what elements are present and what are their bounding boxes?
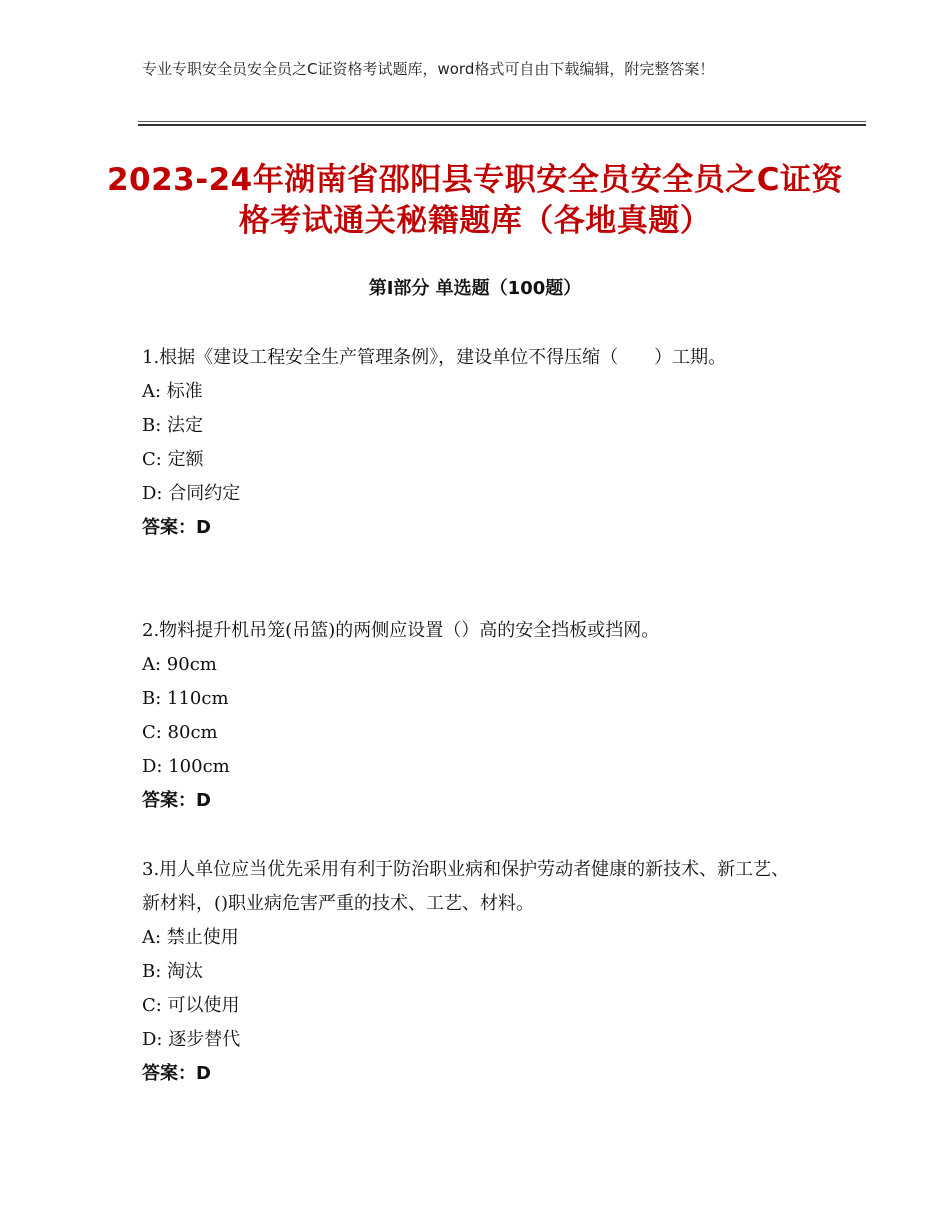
question-1 bbox=[142, 341, 807, 545]
option-c: C: 可以使用 bbox=[142, 995, 240, 1016]
option-a: A: 90cm bbox=[142, 654, 217, 675]
header-note: 专业专职安全员安全员之C证资格考试题库，word格式可自由下载编辑，附完整答案！ bbox=[142, 60, 715, 78]
option-b: B: 法定 bbox=[142, 415, 204, 436]
question-stem: 3.用人单位应当优先采用有利于防治职业病和保护劳动者健康的新技术、新工艺、新材料，()职业病危害严重的技术、工艺、材料。 bbox=[142, 859, 790, 914]
option-a: A: 标准 bbox=[142, 381, 203, 402]
option-d: D: 合同约定 bbox=[142, 483, 241, 504]
answer: 答案：D bbox=[142, 790, 211, 811]
option-d: D: 100cm bbox=[142, 756, 230, 777]
header-rule-top bbox=[138, 121, 866, 122]
option-d: D: 逐步替代 bbox=[142, 1029, 241, 1050]
header-rule-bottom bbox=[138, 124, 866, 126]
section-heading: 第Ⅰ部分 单选题（100题） bbox=[368, 278, 582, 299]
option-a: A: 禁止使用 bbox=[142, 927, 239, 948]
option-b: B: 淘汰 bbox=[142, 961, 204, 982]
option-c: C: 80cm bbox=[142, 722, 218, 743]
answer: 答案：D bbox=[142, 1063, 211, 1084]
question-2 bbox=[142, 614, 807, 818]
question-stem: 2.物料提升机吊笼(吊篮)的两侧应设置（）高的安全挡板或挡网。 bbox=[142, 620, 660, 641]
question-3 bbox=[142, 853, 807, 1091]
question-stem: 1.根据《建设工程安全生产管理条例》，建设单位不得压缩（ ）工期。 bbox=[142, 347, 727, 368]
option-c: C: 定额 bbox=[142, 449, 204, 470]
option-b: B: 110cm bbox=[142, 688, 229, 709]
answer: 答案：D bbox=[142, 517, 211, 538]
document-title: 2023-24年湖南省邵阳县专职安全员安全员之C证资格考试通关秘籍题库（各地真题） bbox=[106, 162, 844, 239]
